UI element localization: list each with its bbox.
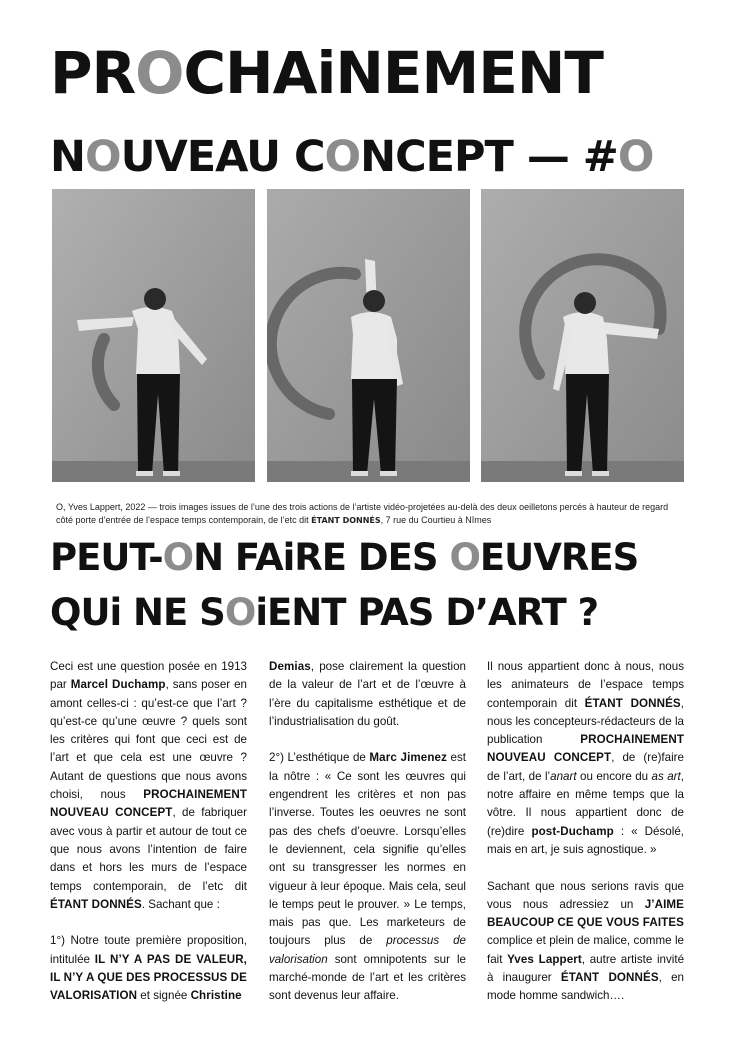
bold-run: post-Duchamp bbox=[531, 824, 614, 838]
question-part: QUi NE S bbox=[50, 591, 225, 634]
text-column-2 bbox=[269, 658, 466, 1024]
subtitle-grey-o: O bbox=[324, 132, 361, 182]
bold-run: ÉTANT DONNÉS bbox=[50, 897, 142, 911]
subtitle-grey-o: O bbox=[85, 132, 121, 182]
text-run: , sans poser en amont celles-ci : qu’est-ce que l’art ? qu’est-ce qu’une œuvre ? quels sont les critères qui font que ceci est de l’art et que cela est une œuvre ? Autant de questions que nous avons choisi, nous bbox=[50, 678, 247, 802]
bold-run: PROCHAINEMENT NOUVEAU CONCEPT bbox=[50, 788, 247, 820]
caption-bold: ÉTANT DONNÉS bbox=[311, 516, 381, 525]
subtitle-part: NCEPT — # bbox=[360, 132, 618, 182]
photo-1 bbox=[52, 189, 255, 482]
text-run: , nous les concepteurs-rédacteurs de la publication bbox=[487, 696, 685, 747]
question-part: EUVRES bbox=[479, 536, 639, 579]
text-run: , autre artiste invité à inaugurer bbox=[487, 952, 685, 985]
text-run: , de fabriquer avec vous à partir et autour de tout ce que nous avons l’intention de faire dans et hors les murs de l’espace temps contemporain, de l’etc dit bbox=[50, 806, 247, 893]
text-run: , en mode homme sandwich…. bbox=[487, 971, 684, 1003]
bold-run: ÉTANT DONNÉS bbox=[560, 971, 659, 985]
paragraph bbox=[269, 658, 466, 731]
italic-run: anart bbox=[550, 769, 577, 783]
bold-run: Christine bbox=[190, 989, 242, 1003]
bold-run: J’AIME BEAUCOUP CE QUE VOUS FAITES bbox=[487, 897, 684, 930]
question-part: N FAiRE DES bbox=[193, 536, 450, 579]
performance-photo-right bbox=[481, 189, 684, 482]
text-run: 2°) L’esthétique de bbox=[269, 751, 370, 765]
italic-run: processus de valorisation bbox=[269, 934, 466, 966]
caption-text: O, Yves Lappert, 2022 — trois images issues de l’une des trois actions de l’artiste vidéo-projetées au-delà des deux oeilletons percés à hauteur de regard côté porte d’entrée de l’espace temps contemporain, de l’etc dit bbox=[56, 502, 669, 525]
photo-caption bbox=[56, 501, 686, 527]
performance-photo-center bbox=[267, 189, 470, 482]
caption-tail: , 7 rue du Courtieu à Nîmes bbox=[380, 515, 492, 525]
title-part: PR bbox=[50, 39, 136, 107]
performance-photo-left bbox=[52, 189, 255, 482]
title-grey-o: O bbox=[135, 39, 184, 107]
paragraph bbox=[50, 932, 247, 1005]
bold-run: Marcel Duchamp bbox=[70, 678, 166, 692]
text-run: Il nous appartient donc à nous, nous les animateurs de l’espace temps contemporain dit bbox=[487, 660, 684, 710]
bold-run: Demias bbox=[269, 660, 311, 673]
bold-run: IL N’Y A PAS DE VALEUR, IL N’Y A QUE DES PROCESSUS DE VALORISATION bbox=[50, 952, 247, 1003]
paragraph bbox=[269, 749, 466, 1005]
bold-run: Marc Jimenez bbox=[369, 751, 447, 765]
text-run: Sachant que nous serions ravis que vous nous adressiez un bbox=[487, 879, 684, 911]
question-grey-o: O bbox=[162, 536, 194, 579]
text-run: Ceci est une question posée en 1913 par bbox=[50, 660, 247, 692]
photo-strip bbox=[52, 189, 684, 482]
photo-2 bbox=[267, 189, 470, 482]
paragraph bbox=[487, 658, 684, 859]
subtitle-part: UVEAU C bbox=[120, 132, 325, 182]
italic-run: as art bbox=[651, 769, 681, 783]
text-run: est la nôtre : « Ce sont les œuvres qui engendrent les critères et non pas l’inverse. Toutes les oeuvres ne sont pas des chefs d’oeuvre. Lorsqu’elles le deviennent, cela signifie qu’elles ont su transgresser les normes en vigueur à leur époque. Mais cela, seul le temps peut le prouver. » Le temps, mais pas que. Les marketeurs de toujours plus de bbox=[269, 751, 467, 948]
subtitle-grey-o: O bbox=[617, 132, 654, 182]
paragraph bbox=[487, 878, 684, 1006]
page-subtitle bbox=[50, 128, 690, 186]
paragraph bbox=[50, 658, 247, 914]
bold-run: Yves Lappert bbox=[507, 952, 582, 966]
photo-3 bbox=[481, 189, 684, 482]
text-column-1 bbox=[50, 658, 247, 1024]
text-run: ou encore du bbox=[576, 769, 652, 783]
question-heading bbox=[50, 530, 690, 640]
text-run: 1°) Notre toute première proposition, intitulée bbox=[50, 934, 247, 966]
page-title bbox=[50, 38, 690, 108]
text-run: , de (re)faire de l’art, de l’ bbox=[487, 751, 684, 783]
text-run: et signée bbox=[137, 989, 191, 1003]
title-part: CHAiNEMENT bbox=[183, 39, 603, 107]
text-column-3 bbox=[487, 658, 684, 1024]
text-run: , pose clairement la question de la valeur de l’art et de l’œuvre à l’ère du capitalisme esthétique et de l’industrialisation du goût. bbox=[269, 660, 466, 728]
question-grey-o: O bbox=[224, 591, 256, 634]
question-part: PEUT- bbox=[50, 536, 163, 579]
question-part: iENT PAS D’ART ? bbox=[255, 591, 599, 634]
subtitle-part: N bbox=[50, 132, 85, 182]
bold-run: PROCHAINEMENT NOUVEAU CONCEPT bbox=[487, 733, 684, 765]
text-run: . Sachant que : bbox=[141, 897, 220, 911]
bold-run: ÉTANT DONNÉS bbox=[584, 696, 681, 710]
text-run: : « Désolé, mais en art, je suis agnostique. » bbox=[487, 824, 684, 856]
text-run: complice et plein de malice, comme le fait bbox=[487, 934, 684, 966]
text-run: sont omnipotents sur le marché-monde de l’art et les critères sont devenus leur affaire. bbox=[269, 952, 466, 1003]
question-grey-o: O bbox=[449, 536, 480, 579]
text-run: , notre affaire en même temps que la vôtre. Il nous appartient donc de (re)dire bbox=[487, 769, 684, 838]
